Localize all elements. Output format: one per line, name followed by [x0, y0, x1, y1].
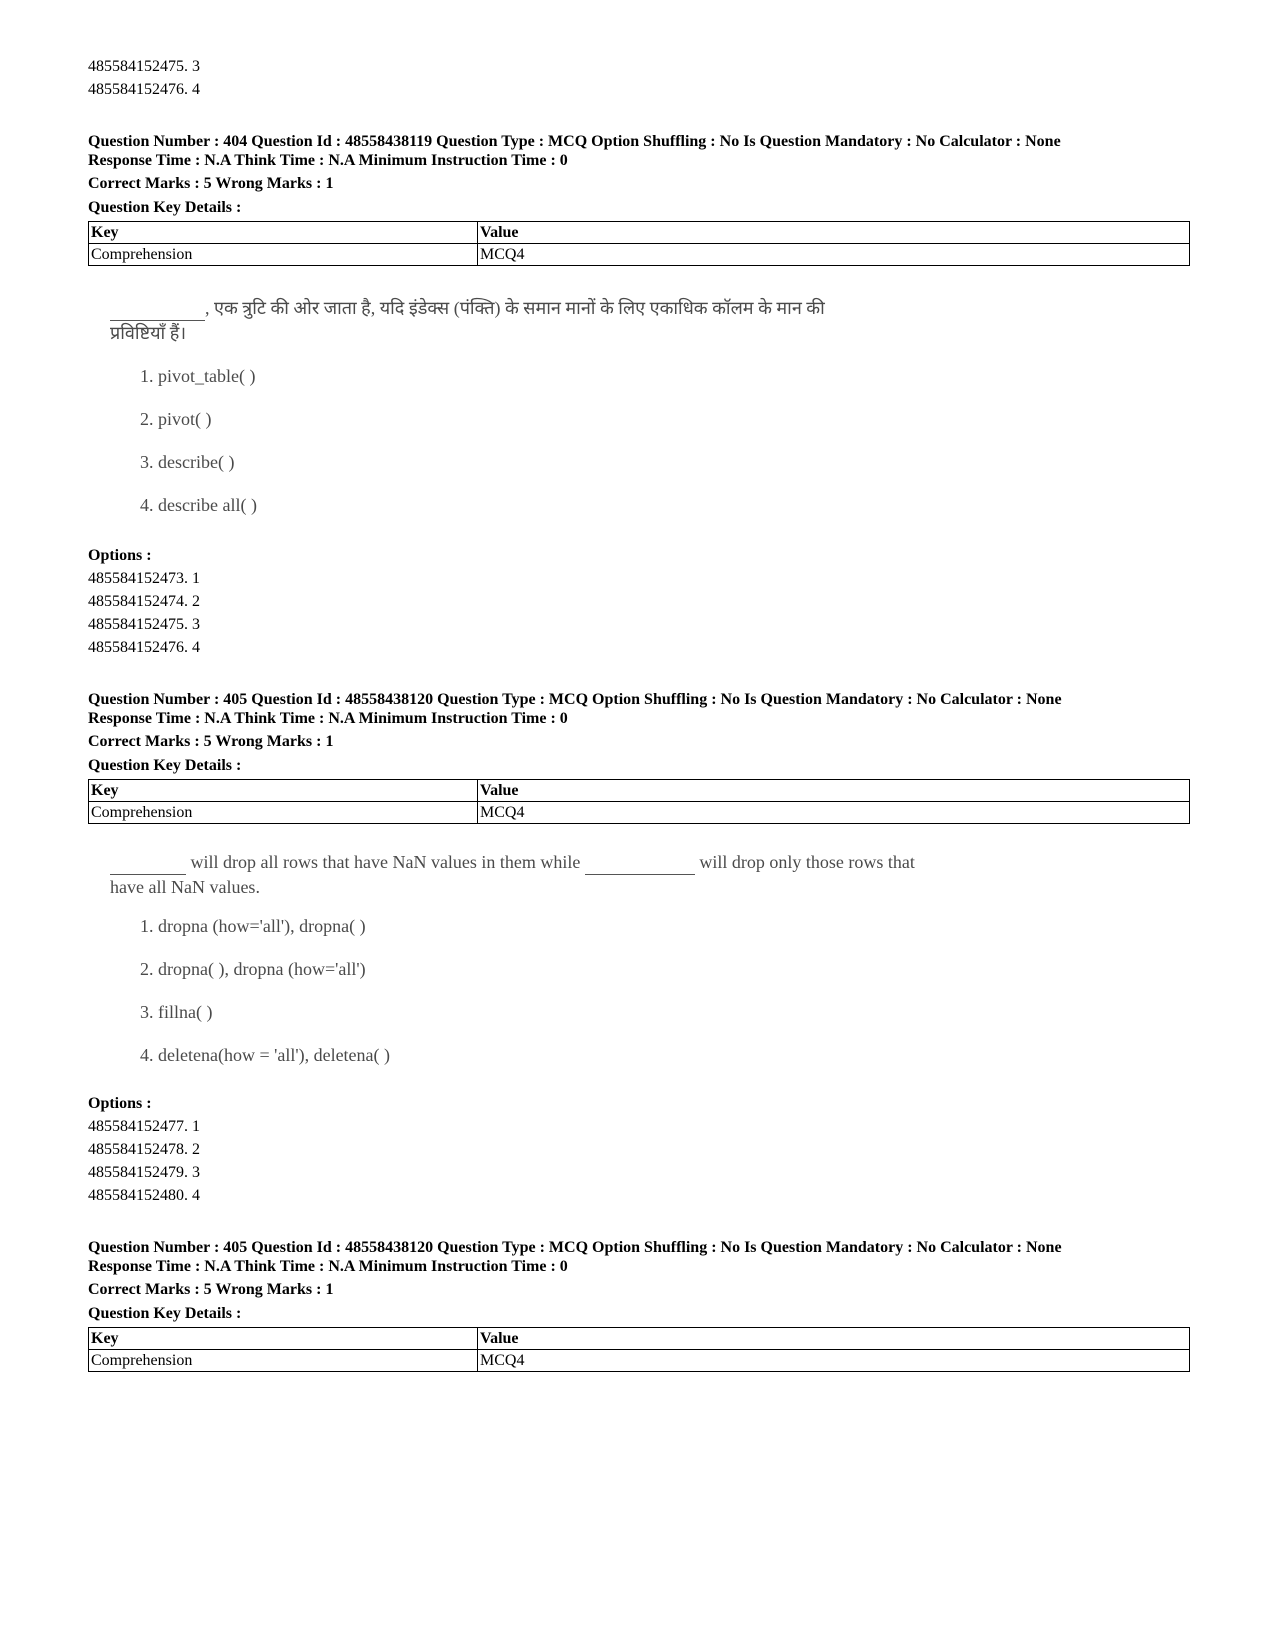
option-line: 485584152479. 3: [88, 1164, 200, 1181]
table-cell-value: MCQ4: [478, 1350, 1190, 1372]
option-line: 485584152475. 3: [88, 58, 200, 75]
choice: 3. fillna( ): [140, 1002, 213, 1022]
choice: 2. pivot( ): [140, 409, 212, 429]
question-header: Question Number : 404 Question Id : 48558438119 Question Type : MCQ Option Shuffling : No Is Question Mandatory : No Calculator : None: [88, 133, 1061, 150]
question-stem-text: , एक त्रुटि की ओर जाता है, यदि इंडेक्स (पंक्ति) के समान मानों के लिए एकाधिक कॉलम के मान की: [205, 298, 825, 318]
option-line: 485584152478. 2: [88, 1141, 200, 1158]
choice: 1. dropna (how='all'), dropna( ): [140, 916, 366, 936]
table-cell-key: Comprehension: [89, 1350, 478, 1372]
question-timing: Response Time : N.A Think Time : N.A Minimum Instruction Time : 0: [88, 1258, 568, 1275]
question-marks: Correct Marks : 5 Wrong Marks : 1: [88, 175, 334, 192]
choice: 3. describe( ): [140, 452, 235, 472]
question-marks: Correct Marks : 5 Wrong Marks : 1: [88, 733, 334, 750]
key-details-label: Question Key Details :: [88, 1305, 242, 1322]
option-line: 485584152480. 4: [88, 1187, 200, 1204]
option-line: 485584152476. 4: [88, 639, 200, 656]
table-header-key: Key: [89, 780, 478, 802]
answer-blank: [110, 296, 205, 321]
options-label: Options :: [88, 547, 152, 564]
table-header-value: Value: [478, 1328, 1190, 1350]
question-stem-text: will drop only those rows that: [699, 852, 915, 872]
table-row: [89, 244, 1190, 266]
question-stem-cont: have all NaN values.: [110, 877, 260, 897]
choice: 4. describe all( ): [140, 495, 257, 515]
key-details-label: Question Key Details :: [88, 199, 242, 216]
table-row: [89, 802, 1190, 824]
question-marks: Correct Marks : 5 Wrong Marks : 1: [88, 1281, 334, 1298]
answer-blank: [110, 850, 186, 875]
choice: 2. dropna( ), dropna (how='all'): [140, 959, 366, 979]
table-row: [89, 1350, 1190, 1372]
choice: 1. pivot_table( ): [140, 366, 256, 386]
table-header-value: Value: [478, 780, 1190, 802]
table-header-value: Value: [478, 222, 1190, 244]
question-image: [110, 850, 990, 1075]
key-details-table: [88, 1327, 1190, 1372]
answer-blank: [585, 850, 695, 875]
question-header: Question Number : 405 Question Id : 48558438120 Question Type : MCQ Option Shuffling : No Is Question Mandatory : No Calculator : None: [88, 1239, 1062, 1256]
key-details-table: [88, 779, 1190, 824]
question-header: Question Number : 405 Question Id : 48558438120 Question Type : MCQ Option Shuffling : No Is Question Mandatory : No Calculator : None: [88, 691, 1062, 708]
question-stem: [110, 850, 990, 875]
option-line: 485584152473. 1: [88, 570, 200, 587]
question-timing: Response Time : N.A Think Time : N.A Minimum Instruction Time : 0: [88, 152, 568, 169]
table-row: [89, 222, 1190, 244]
table-cell-value: MCQ4: [478, 802, 1190, 824]
question-stem: [110, 296, 1010, 321]
table-cell-key: Comprehension: [89, 802, 478, 824]
key-details-label: Question Key Details :: [88, 757, 242, 774]
question-stem-cont: प्रविष्टियाँ हैं।: [110, 323, 187, 343]
option-line: 485584152474. 2: [88, 593, 200, 610]
table-cell-key: Comprehension: [89, 244, 478, 266]
question-timing: Response Time : N.A Think Time : N.A Minimum Instruction Time : 0: [88, 710, 568, 727]
table-header-key: Key: [89, 1328, 478, 1350]
options-label: Options :: [88, 1095, 152, 1112]
table-header-key: Key: [89, 222, 478, 244]
choice: 4. deletena(how = 'all'), deletena( ): [140, 1045, 391, 1065]
key-details-table: [88, 221, 1190, 266]
option-line: 485584152475. 3: [88, 616, 200, 633]
table-row: [89, 1328, 1190, 1350]
question-image: [110, 296, 1010, 526]
table-row: [89, 780, 1190, 802]
table-cell-value: MCQ4: [478, 244, 1190, 266]
option-line: 485584152477. 1: [88, 1118, 200, 1135]
question-stem-text: will drop all rows that have NaN values in them while: [190, 852, 581, 872]
option-line: 485584152476. 4: [88, 81, 200, 98]
